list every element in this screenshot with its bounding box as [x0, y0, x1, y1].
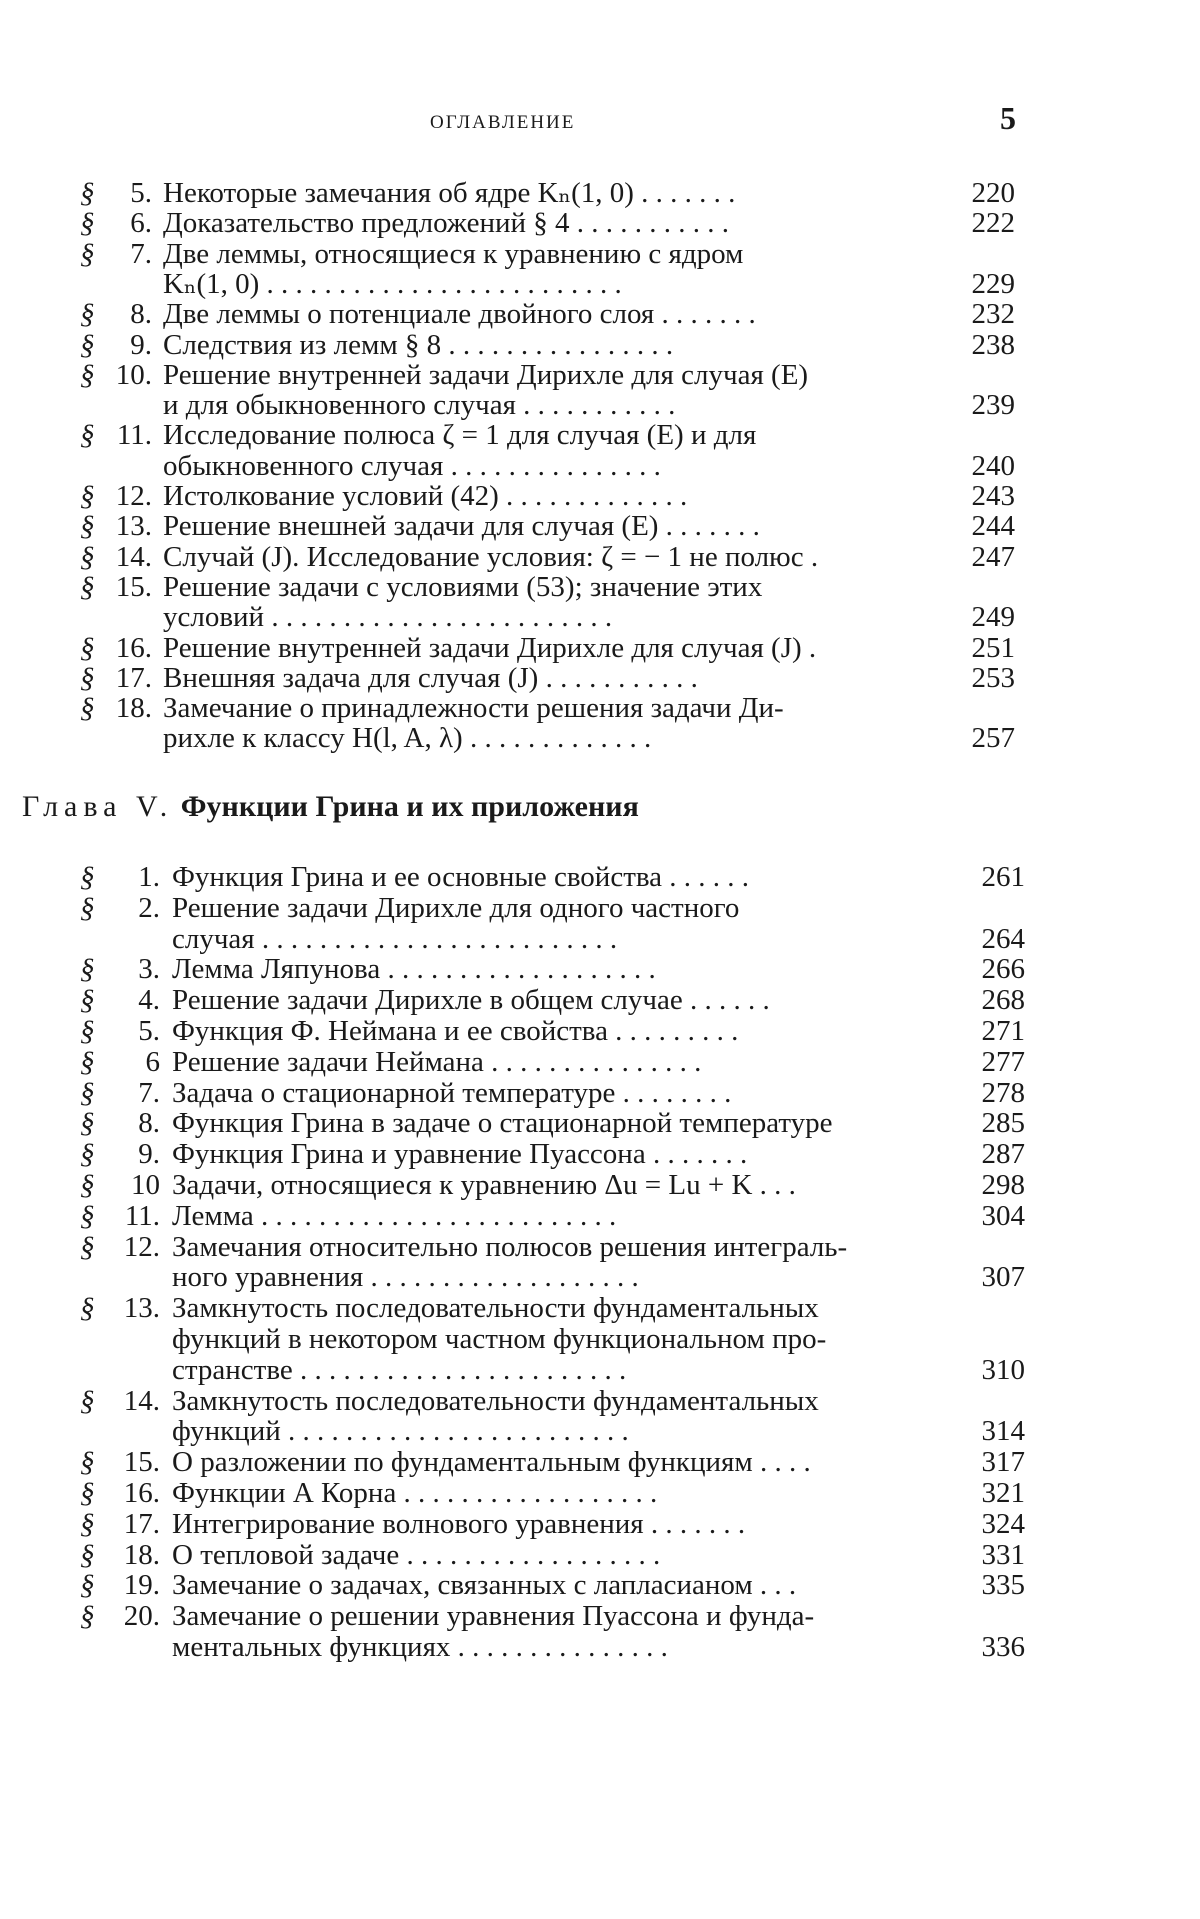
- toc-entry: [0, 1170, 1200, 1201]
- entry-title: ного уравнения . . . . . . . . . . . . . . . . . . .: [172, 1262, 639, 1293]
- entry-number: 17.: [123, 1507, 160, 1540]
- entry-title: Функция Грина в задаче о стационарной температуре: [172, 1108, 833, 1139]
- entry-number: 4.: [138, 984, 160, 1017]
- entry-title: Две леммы о потенциале двойного слоя . . . . . . .: [163, 299, 756, 330]
- entry-title-line: Замечания относительно полюсов решения интеграль-: [172, 1230, 848, 1263]
- toc-entry: [0, 1570, 1200, 1601]
- entry-title: О разложении по фундаментальным функциям . . . .: [172, 1447, 811, 1478]
- section-symbol: §: [80, 207, 95, 240]
- entry-page-number: 298: [981, 1169, 1025, 1201]
- entry-title: Случай (J). Исследование условия: ζ = − 1 не полюс .: [163, 541, 819, 572]
- entry-number: 11.: [124, 1199, 160, 1232]
- toc-entry: [0, 1509, 1200, 1540]
- section-symbol: §: [80, 1199, 95, 1232]
- section-symbol: §: [80, 510, 95, 543]
- entry-number: 11.: [116, 419, 152, 452]
- entry-page-number: 271: [981, 1015, 1025, 1047]
- entry-number: 3.: [138, 953, 160, 986]
- section-symbol: §: [80, 419, 95, 452]
- page-number: 5: [1000, 100, 1016, 136]
- entry-title: Лемма . . . . . . . . . . . . . . . . . . . . . . . . .: [172, 1200, 617, 1231]
- entry-page-number: 331: [981, 1538, 1025, 1571]
- entry-page-number: 307: [981, 1261, 1025, 1294]
- section-symbol: §: [80, 1045, 95, 1078]
- chapter-label: Глава V.: [22, 790, 174, 823]
- entry-number: 2.: [138, 891, 160, 924]
- section-symbol: §: [80, 984, 95, 1017]
- entry-title-line: Решение задачи Дирихле для одного частного: [172, 891, 740, 924]
- entry-title: функций . . . . . . . . . . . . . . . . . . . . . . . .: [172, 1416, 629, 1447]
- entry-page-number: 244: [971, 510, 1015, 543]
- entry-number: 9.: [130, 328, 152, 361]
- entry-page-number: 239: [971, 389, 1015, 422]
- toc-entry: [0, 420, 1200, 481]
- entry-title: Некоторые замечания об ядре Kₙ(1, 0) . . . . . . .: [163, 178, 736, 208]
- section-symbol: §: [80, 570, 95, 603]
- entry-page-number: 264: [981, 922, 1025, 955]
- toc-entry: [0, 572, 1200, 633]
- entry-title: Задачи, относящиеся к уравнению Δu = Lu + K . . .: [172, 1170, 796, 1200]
- entry-title-line: Решение задачи с условиями (53); значение этих: [163, 570, 763, 603]
- toc-entry: [0, 1232, 1200, 1294]
- entry-page-number: 240: [971, 449, 1015, 482]
- toc-entry: [0, 862, 1200, 893]
- entry-number: 6.: [130, 207, 152, 240]
- toc-entry: [0, 1386, 1200, 1448]
- toc-entry: [0, 954, 1200, 985]
- section-symbol: §: [80, 692, 95, 725]
- entry-page-number: 335: [981, 1569, 1025, 1602]
- entry-page-number: 222: [971, 207, 1015, 240]
- toc-entry: [0, 1139, 1200, 1170]
- entry-number: 7.: [130, 237, 152, 270]
- entry-number: 10: [131, 1169, 160, 1201]
- entry-title: Интегрирование волнового уравнения . . . . . . .: [172, 1508, 746, 1539]
- section-symbol: §: [80, 953, 95, 986]
- toc-entry: [0, 178, 1200, 208]
- section-symbol: §: [80, 891, 95, 924]
- entry-title: Решение задачи Неймана . . . . . . . . . . . . . . .: [172, 1046, 702, 1077]
- entry-page-number: 251: [971, 631, 1015, 664]
- entry-title: рихле к классу H(l, A, λ) . . . . . . . . . . . . .: [163, 723, 652, 754]
- section-symbol: §: [80, 1292, 95, 1325]
- section-symbol: §: [80, 1076, 95, 1109]
- toc-entry: [0, 239, 1200, 300]
- section-symbol: §: [80, 480, 95, 512]
- section-symbol: §: [80, 328, 95, 361]
- entry-page-number: 229: [971, 267, 1015, 300]
- section-symbol: §: [80, 1477, 95, 1509]
- toc-entry: [0, 1601, 1200, 1663]
- toc-entry: [0, 1478, 1200, 1509]
- section-symbol: §: [80, 1230, 95, 1263]
- entry-page-number: 324: [981, 1507, 1025, 1540]
- entry-page-number: 310: [981, 1353, 1025, 1386]
- entry-page-number: 220: [971, 177, 1015, 209]
- entry-page-number: 285: [981, 1107, 1025, 1140]
- toc-entry: [0, 481, 1200, 511]
- section-symbol: §: [80, 861, 95, 893]
- entry-number: 15.: [115, 570, 152, 603]
- entry-title-line: Замкнутость последовательности фундаментальных: [172, 1384, 819, 1417]
- entry-title: Функции А Корна . . . . . . . . . . . . . . . . . .: [172, 1478, 658, 1508]
- entry-page-number: 277: [981, 1045, 1025, 1078]
- entry-page-number: 314: [981, 1415, 1025, 1448]
- entry-title: Истолкование условий (42) . . . . . . . . . . . . .: [163, 481, 688, 511]
- section-symbol: §: [80, 1107, 95, 1140]
- entry-number: 6: [145, 1045, 160, 1078]
- entry-number: 7.: [138, 1076, 160, 1109]
- section-symbol: §: [80, 298, 95, 331]
- toc-entry: [0, 542, 1200, 572]
- chapter-title: Функции Грина и их приложения: [180, 790, 639, 823]
- entry-page-number: 232: [971, 298, 1015, 331]
- section-symbol: §: [80, 1569, 95, 1602]
- entry-page-number: 287: [981, 1138, 1025, 1171]
- section-symbol: §: [80, 1138, 95, 1171]
- entry-number: 20.: [123, 1600, 160, 1633]
- entry-number: 1.: [138, 861, 160, 893]
- entry-title-line: Замечание о решении уравнения Пуассона и фунда-: [172, 1600, 815, 1633]
- entry-number: 8.: [138, 1107, 160, 1140]
- entry-title: Следствия из лемм § 8 . . . . . . . . . . . . . . . .: [163, 329, 674, 360]
- entry-page-number: 238: [971, 328, 1015, 361]
- entry-title: Функция Ф. Неймана и ее свойства . . . . . . . . .: [172, 1016, 739, 1046]
- entry-title: Функция Грина и уравнение Пуассона . . . . . . .: [172, 1139, 748, 1170]
- entry-title-line: Решение внутренней задачи Дирихле для случая (E): [163, 358, 809, 391]
- entry-page-number: 278: [981, 1076, 1025, 1109]
- entry-title-line: Замкнутость последовательности фундаментальных: [172, 1292, 819, 1325]
- entry-page-number: 304: [981, 1199, 1025, 1232]
- section-symbol: §: [80, 358, 95, 391]
- section-symbol: §: [80, 1446, 95, 1479]
- entry-title: О тепловой задаче . . . . . . . . . . . . . . . . . .: [172, 1539, 661, 1570]
- toc-entry: [0, 893, 1200, 955]
- entry-number: 17.: [115, 661, 152, 694]
- section-symbol: §: [80, 1538, 95, 1571]
- section-symbol: §: [80, 1169, 95, 1201]
- entry-page-number: 253: [971, 661, 1015, 694]
- entry-page-number: 249: [971, 601, 1015, 634]
- section-symbol: §: [80, 177, 95, 209]
- entry-title: Функция Грина и ее основные свойства . . . . . .: [172, 862, 750, 892]
- toc-entry: [0, 1540, 1200, 1571]
- toc-entry: [0, 693, 1200, 754]
- entry-number: 8.: [130, 298, 152, 331]
- entry-page-number: 317: [981, 1446, 1025, 1479]
- entry-page-number: 268: [981, 984, 1025, 1017]
- toc-entry: [0, 208, 1200, 238]
- toc-entry: [0, 663, 1200, 693]
- toc-entry: [0, 360, 1200, 421]
- entry-title-line: Замечание о принадлежности решения задачи Ди-: [163, 692, 784, 725]
- entry-title-line: Две леммы, относящиеся к уравнению с ядром: [163, 237, 744, 270]
- toc-entry: [0, 1016, 1200, 1047]
- entry-title-line: Исследование полюса ζ = 1 для случая (E) и для: [163, 419, 757, 452]
- entry-number: 9.: [138, 1138, 160, 1171]
- entry-title: Kₙ(1, 0) . . . . . . . . . . . . . . . . . . . . . . . . .: [163, 268, 622, 299]
- section-symbol: §: [80, 237, 95, 270]
- toc-entry: [0, 1108, 1200, 1139]
- entry-page-number: 266: [981, 953, 1025, 986]
- toc-entry: [0, 330, 1200, 360]
- toc-entry: [0, 1201, 1200, 1232]
- toc-entry: [0, 1078, 1200, 1109]
- entry-number: 15.: [123, 1446, 160, 1479]
- entry-page-number: 243: [971, 480, 1015, 512]
- entry-number: 5.: [138, 1015, 160, 1047]
- entry-page-number: 261: [981, 861, 1025, 893]
- entry-number: 13.: [123, 1292, 160, 1325]
- entry-title: странстве . . . . . . . . . . . . . . . . . . . . . . .: [172, 1354, 627, 1385]
- entry-title: Решение внешней задачи для случая (E) . . . . . . .: [163, 511, 760, 542]
- entry-page-number: 257: [971, 722, 1015, 755]
- chapter-heading: [22, 790, 639, 824]
- section-symbol: §: [80, 540, 95, 573]
- toc-entry: [0, 299, 1200, 329]
- entry-title: Лемма Ляпунова . . . . . . . . . . . . . . . . . . .: [172, 954, 656, 985]
- entry-number: 16.: [123, 1477, 160, 1509]
- running-header: ОГЛАВЛЕНИЕ: [430, 112, 576, 133]
- toc-entry: [0, 633, 1200, 663]
- section-symbol: §: [80, 661, 95, 694]
- entry-number: 14.: [115, 540, 152, 573]
- toc-entry: [0, 1293, 1200, 1385]
- section-symbol: §: [80, 1384, 95, 1417]
- entry-title: условий . . . . . . . . . . . . . . . . . . . . . . . .: [163, 602, 613, 633]
- entry-title: ментальных функциях . . . . . . . . . . . . . . .: [172, 1631, 668, 1662]
- entry-page-number: 247: [971, 540, 1015, 573]
- entry-title: Внешняя задача для случая (J) . . . . . . . . . . .: [163, 662, 698, 693]
- entry-page-number: 321: [981, 1477, 1025, 1509]
- entry-title: случая . . . . . . . . . . . . . . . . . . . . . . . . .: [172, 923, 618, 954]
- toc-entry: [0, 985, 1200, 1016]
- entry-number: 16.: [115, 631, 152, 664]
- entry-number: 18.: [115, 692, 152, 725]
- entry-number: 12.: [115, 480, 152, 512]
- section-symbol: §: [80, 631, 95, 664]
- entry-title: Решение задачи Дирихле в общем случае . . . . . .: [172, 985, 770, 1016]
- entry-number: 10.: [115, 358, 152, 391]
- entry-title: Решение внутренней задачи Дирихле для случая (J) .: [163, 632, 817, 663]
- section-symbol: §: [80, 1015, 95, 1047]
- entry-number: 5.: [130, 177, 152, 209]
- section-symbol: §: [80, 1600, 95, 1633]
- entry-number: 19.: [123, 1569, 160, 1602]
- entry-number: 13.: [115, 510, 152, 543]
- entry-title: Замечание о задачах, связанных с лапласианом . . .: [172, 1570, 797, 1601]
- entry-number: 12.: [123, 1230, 160, 1263]
- entry-title: и для обыкновенного случая . . . . . . . . . . .: [163, 390, 676, 421]
- entry-number: 18.: [123, 1538, 160, 1571]
- entry-title-line: функций в некотором частном функциональном про-: [172, 1322, 827, 1355]
- toc-entry: [0, 1047, 1200, 1078]
- entry-title: обыкновенного случая . . . . . . . . . . . . . . .: [163, 450, 661, 481]
- entry-title: Задача о стационарной температуре . . . . . . . .: [172, 1077, 732, 1108]
- toc-entry: [0, 1447, 1200, 1478]
- entry-page-number: 336: [981, 1630, 1025, 1663]
- entry-title: Доказательство предложений § 4 . . . . . . . . . . .: [163, 208, 730, 239]
- entry-number: 14.: [123, 1384, 160, 1417]
- toc-entry: [0, 511, 1200, 541]
- section-symbol: §: [80, 1507, 95, 1540]
